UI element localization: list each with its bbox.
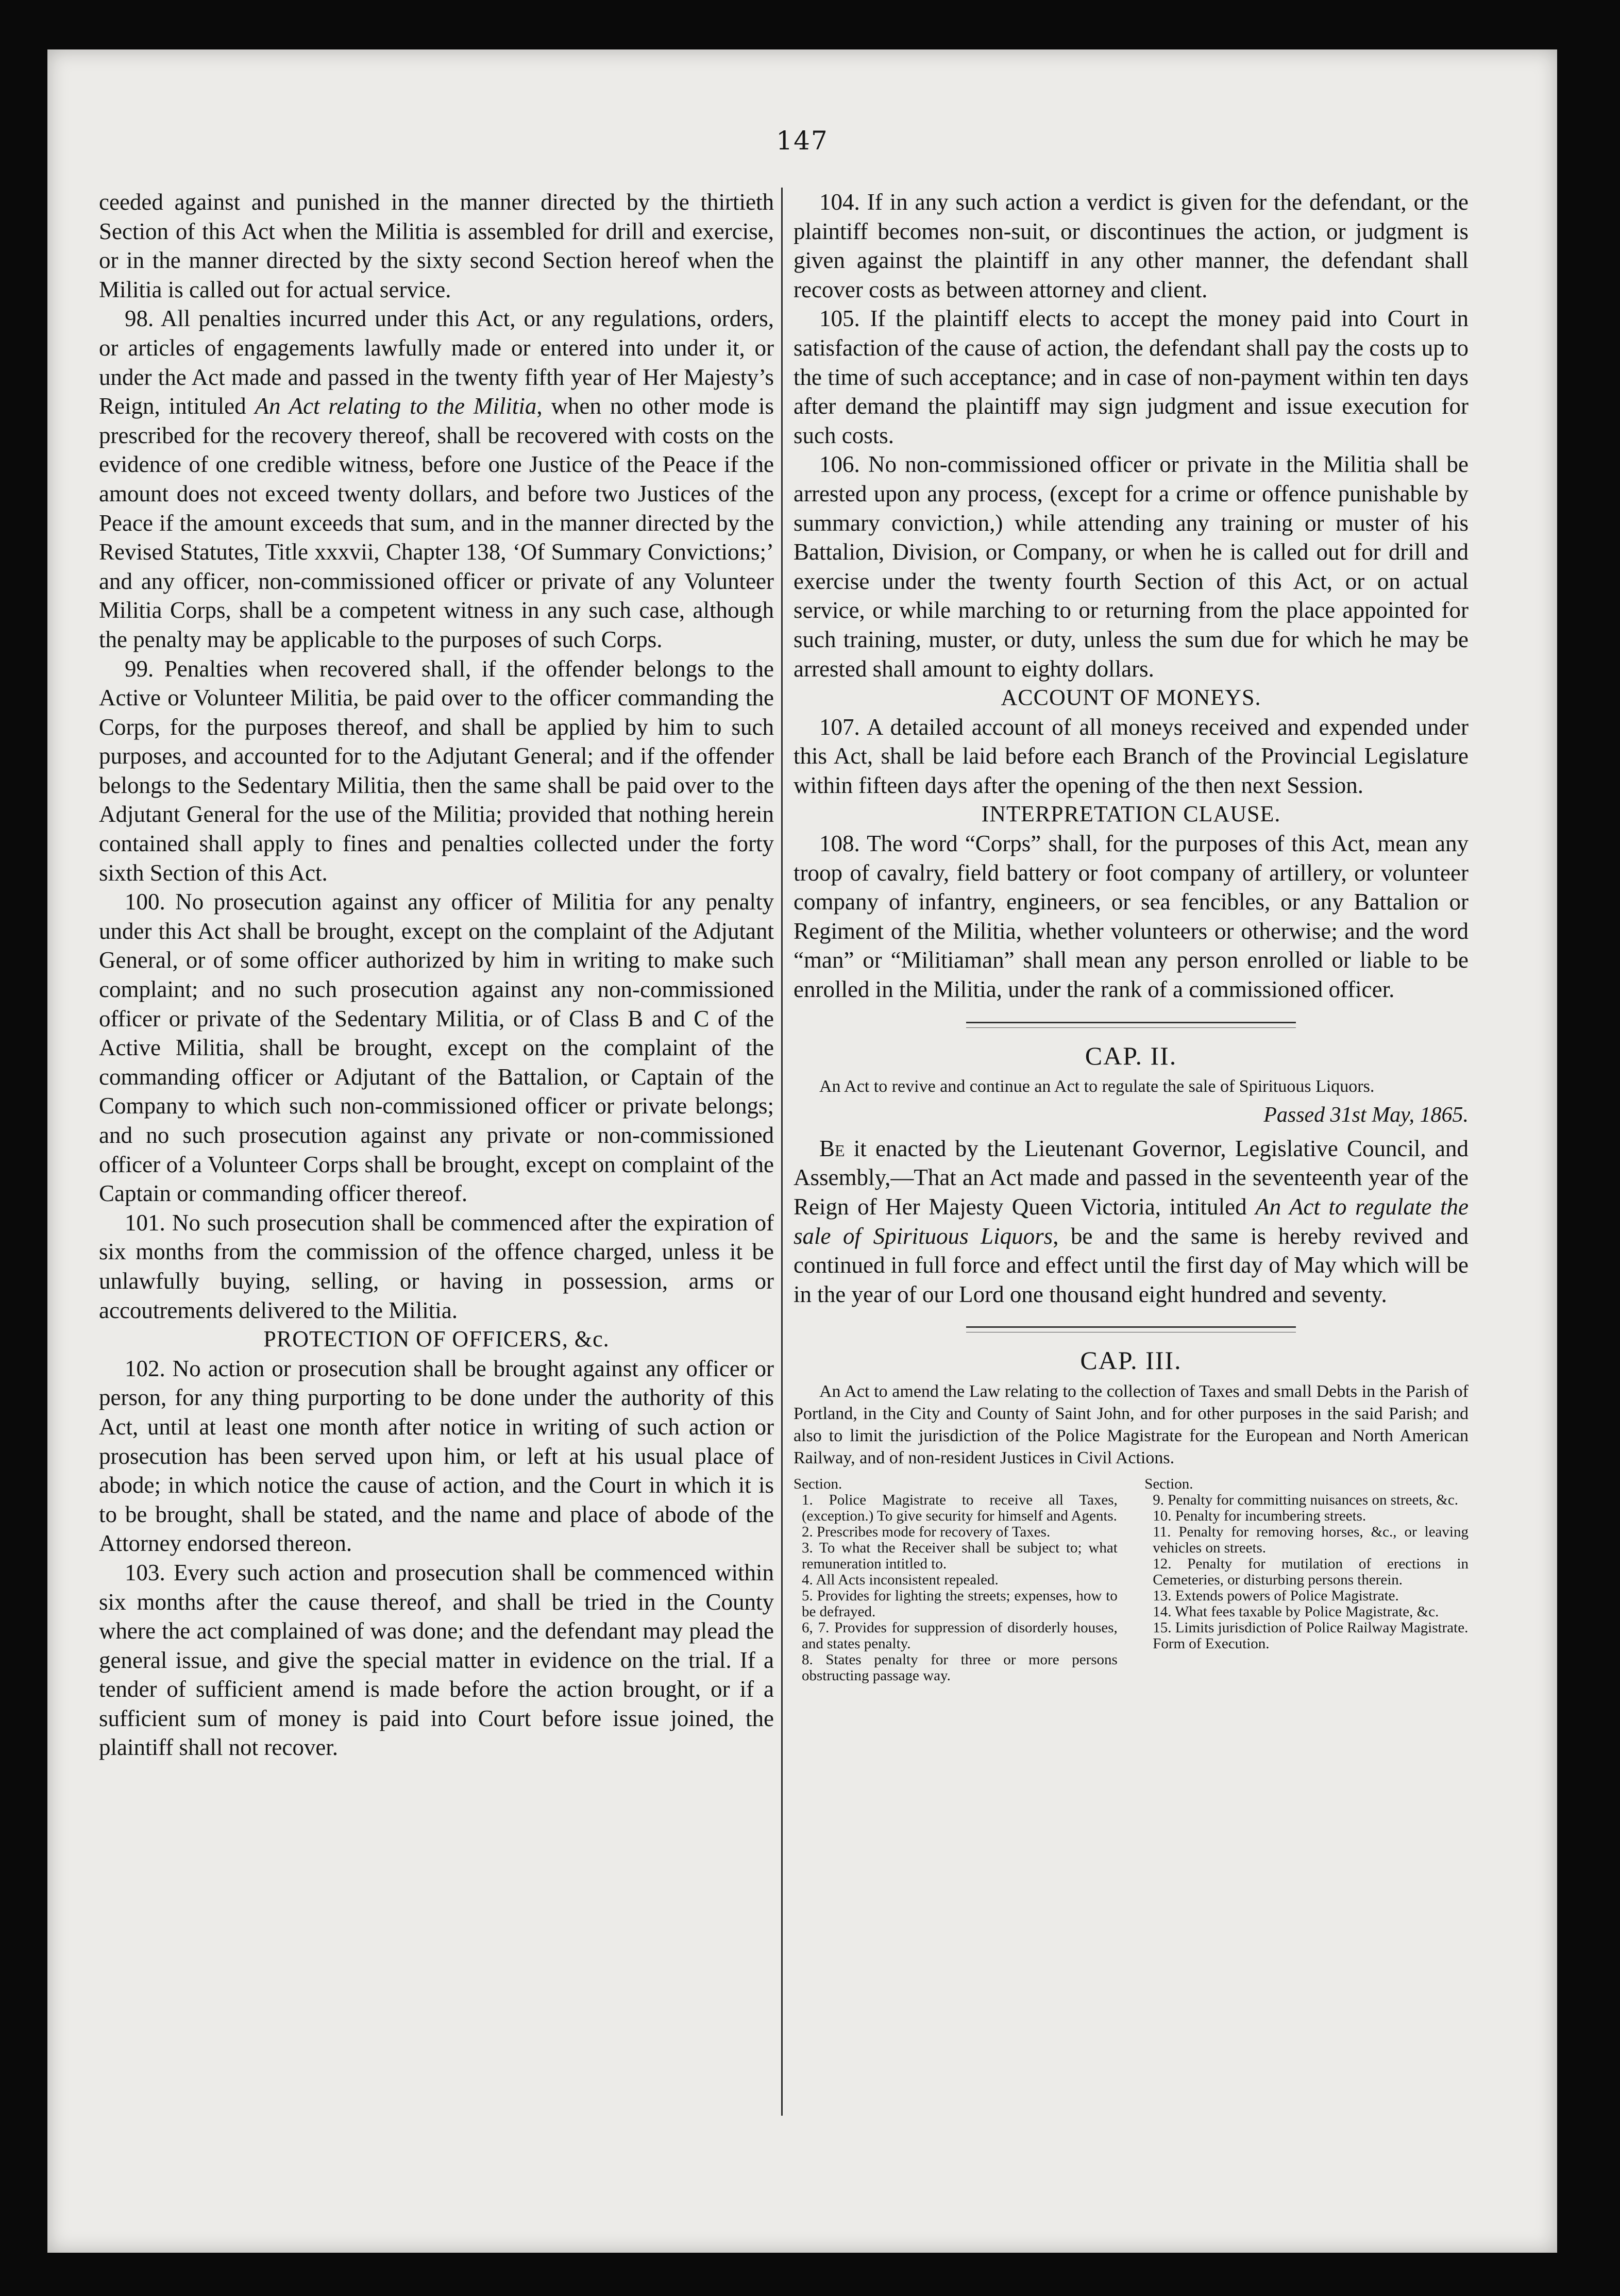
section-108: 108. The word “Corps” shall, for the purposes of this Act, mean any troop of cavalry, field battery or foot company of artillery, or volunteer company of infantry, engineers, or sea fencibles, or any Battalion or Regiment of the Militia, whether volunteers or otherwise; and the word “man” or “Militiaman” shall mean any person enrolled or liable to be enrolled in the Militia, under the rank of a commissioned officer. <box>794 831 1469 1003</box>
column-divider <box>781 188 783 2116</box>
cap-2-passed-date: Passed 31st May, 1865. <box>1263 1103 1469 1127</box>
cap-2-enactment: Be it enacted by the Lieutenant Governor, Legislative Council, and Assembly,—That an Act made and passed in the seventeenth year of the Reign of Her Majesty Queen Victoria, intituled An Act to regulate the sale of Spirituous Liquors, be and the same is hereby revived and continued in full force and effect until the first day of May which will be in the year of our Lord one thousand eight hundred and seventy. <box>794 1135 1469 1307</box>
section-98: 98. All penalties incurred under this Act, or any regulations, orders, or articles of engagements lawfully made or entered into under it, or under the Act made and passed in the twenty fifth year of Her Majesty’s Reign, intituled An Act relating to the Militia, when no other mode is prescribed for the recovery thereof, shall be recovered with costs on the evidence of one credible witness, before one Justice of the Peace if the amount does not exceed twenty dollars, and before two Justices of the Peace if the amount exceeds that sum, and in the manner directed by the Revised Statutes, Title xxxvii, Chapter 138, ‘Of Summary Convictions;’ and any officer, non-commissioned officer or private of any Volunteer Militia Corps, shall be a competent witness in any such case, although the penalty may be applicable to the purposes of such Corps. <box>99 306 774 652</box>
section-100: 100. No prosecution against any officer of Militia for any penalty under this Act shall be brought, except on the complaint of the Adjutant General, or of some officer authorized by him in writing to make such complaint; and no such prosecution against any non-commissioned officer or private of the Sedentary Militia, or of Class B and C of the Active Militia, shall be brought, except on the complaint of the commanding officer or Adjutant of the Battalion, or Captain of the Company to which such non-commissioned officer or private belongs; and no such prosecution against any private or non-commissioned officer of a Volunteer Corps shall be brought, except on complaint of the Captain or commanding officer thereof. <box>99 889 774 1207</box>
section-index-header: Section. <box>1144 1475 1193 1492</box>
section-index-item: 8. States penalty for three or more persons obstructing passage way. <box>802 1651 1118 1684</box>
left-column <box>99 188 774 1762</box>
section-index-item: 2. Prescribes mode for recovery of Taxes. <box>802 1523 1051 1540</box>
cap-2-title: CAP. II. <box>1085 1041 1177 1070</box>
section-106: 106. No non-commissioned officer or private in the Militia shall be arrested upon any process, (except for a crime or offence punishable by summary conviction,) while attending any training or muster of his Battalion, Division, or Company, or when he is called out for drill and exercise under the twenty fourth Section of this Act, or on actual service, or while marching to or returning from the place appointed for such training, muster, or duty, unless the sum due for which he may be arrested shall amount to eighty dollars. <box>794 451 1469 682</box>
section-index-item: 13. Extends powers of Police Magistrate. <box>1153 1587 1399 1604</box>
act-title-italic: An Act to regulate the sale of Spirituous Liquors <box>794 1194 1469 1249</box>
page-number: 147 <box>776 126 829 156</box>
document-page <box>47 49 1557 2253</box>
section-102: 102. No action or prosecution shall be brought against any officer or person, for any thing purporting to be done under the authority of this Act, until at least one month after notice in writing of such action or prosecution has been served upon him, or left at his usual place of abode; in which notice the cause of action, and the Court in which it is to be brought, shall be stated, and the name and place of abode of the Attorney endorsed thereon. <box>99 1355 774 1557</box>
section-index-item: 12. Penalty for mutilation of erections in Cemeteries, or disturbing persons therein. <box>1153 1555 1469 1588</box>
section-105: 105. If the plaintiff elects to accept the money paid into Court in satisfaction of the cause of action, the defendant shall pay the costs up to the time of such acceptance; and in case of non-payment within ten days after demand the plaintiff may sign judgment and issue execution for such costs. <box>794 306 1469 448</box>
double-rule-divider <box>966 1022 1296 1028</box>
paragraph-continued: ceeded against and punished in the manner directed by the thirtieth Section of this Act when the Militia is assembled for drill and exercise, or in the manner directed by the sixty second Section hereof when the Militia is called out for actual service. <box>99 189 774 302</box>
section-index-item: 5. Provides for lighting the streets; expenses, how to be defrayed. <box>802 1587 1118 1620</box>
cap-2-description: An Act to revive and continue an Act to regulate the sale of Spirituous Liquors. <box>819 1077 1375 1096</box>
section-index-item: 10. Penalty for incumbering streets. <box>1153 1507 1366 1524</box>
cap-3-title: CAP. III. <box>1080 1346 1182 1375</box>
section-index-item: 1. Police Magistrate to receive all Taxes, (exception.) To give security for himself and Agents. <box>802 1491 1118 1524</box>
section-101: 101. No such prosecution shall be commenced after the expiration of six months from the commission of the offence charged, unless it be unlawfully buying, selling, or having in possession, arms or accoutrements delivered to the Militia. <box>99 1209 774 1323</box>
section-index-left <box>794 1476 1118 1684</box>
section-index-item: 14. What fees taxable by Police Magistrate, &c. <box>1153 1603 1439 1620</box>
section-index <box>794 1476 1469 1684</box>
section-index-item: 15. Limits jurisdiction of Police Railway Magistrate. <box>1153 1619 1469 1636</box>
section-index-item: 3. To what the Receiver shall be subject to; what remuneration intitled to. <box>802 1539 1118 1572</box>
section-103: 103. Every such action and prosecution shall be commenced within six months after the cause thereof, and shall be tried in the County where the act complained of was done; and the defendant may plead the general issue, and give the special matter in evidence on the trial. If a tender of sufficient amend is made before the action brought, or if a sufficient sum of money is paid into Court before issue joined, the plaintiff shall not recover. <box>99 1559 774 1761</box>
heading-interpretation-clause: INTERPRETATION CLAUSE. <box>981 801 1281 827</box>
double-rule-divider <box>966 1326 1296 1332</box>
section-99: 99. Penalties when recovered shall, if the offender belongs to the Active or Volunteer Militia, be paid over to the officer commanding the Corps, for the purposes thereof, and shall be applied by him to such purposes, and accounted for to the Adjutant General; and if the offender belongs to the Sedentary Militia, then the same shall be paid over to the Adjutant General for the use of the Militia; provided that nothing herein contained shall apply to fines and penalties collected under the forty sixth Section of this Act. <box>99 655 774 886</box>
section-index-header: Section. <box>794 1475 842 1492</box>
section-index-item: 11. Penalty for removing horses, &c., or leaving vehicles on streets. <box>1153 1523 1469 1556</box>
section-index-item: 4. All Acts inconsistent repealed. <box>802 1571 999 1588</box>
section-index-item: 9. Penalty for committing nuisances on streets, &c. <box>1153 1491 1458 1508</box>
cap-3-description: An Act to amend the Law relating to the collection of Taxes and small Debts in the Parish of Portland, in the City and County of Saint John, and for other purposes in the said Parish; and also to limit the jurisdiction of the Police Magistrate for the European and North American Railway, and of non-resident Justices in Civil Actions. <box>794 1381 1469 1467</box>
act-title-italic: An Act relating to the Militia <box>255 393 537 419</box>
heading-protection-of-officers: PROTECTION OF OFFICERS, &c. <box>263 1326 610 1352</box>
section-104: 104. If in any such action a verdict is given for the defendant, or the plaintiff becomes non-suit, or discontinues the action, or judgment is given against the plaintiff in any other manner, the defendant shall recover costs as between attorney and client. <box>794 189 1469 302</box>
section-index-right <box>1144 1476 1469 1684</box>
section-107: 107. A detailed account of all moneys received and expended under this Act, shall be laid before each Branch of the Provincial Legislature within fifteen days after the opening of the then next Session. <box>794 714 1469 798</box>
section-index-item: Form of Execution. <box>1153 1635 1270 1652</box>
right-column <box>794 188 1469 1684</box>
heading-account-of-moneys: ACCOUNT OF MONEYS. <box>1001 685 1261 711</box>
section-index-item: 6, 7. Provides for suppression of disorderly houses, and states penalty. <box>802 1619 1118 1652</box>
